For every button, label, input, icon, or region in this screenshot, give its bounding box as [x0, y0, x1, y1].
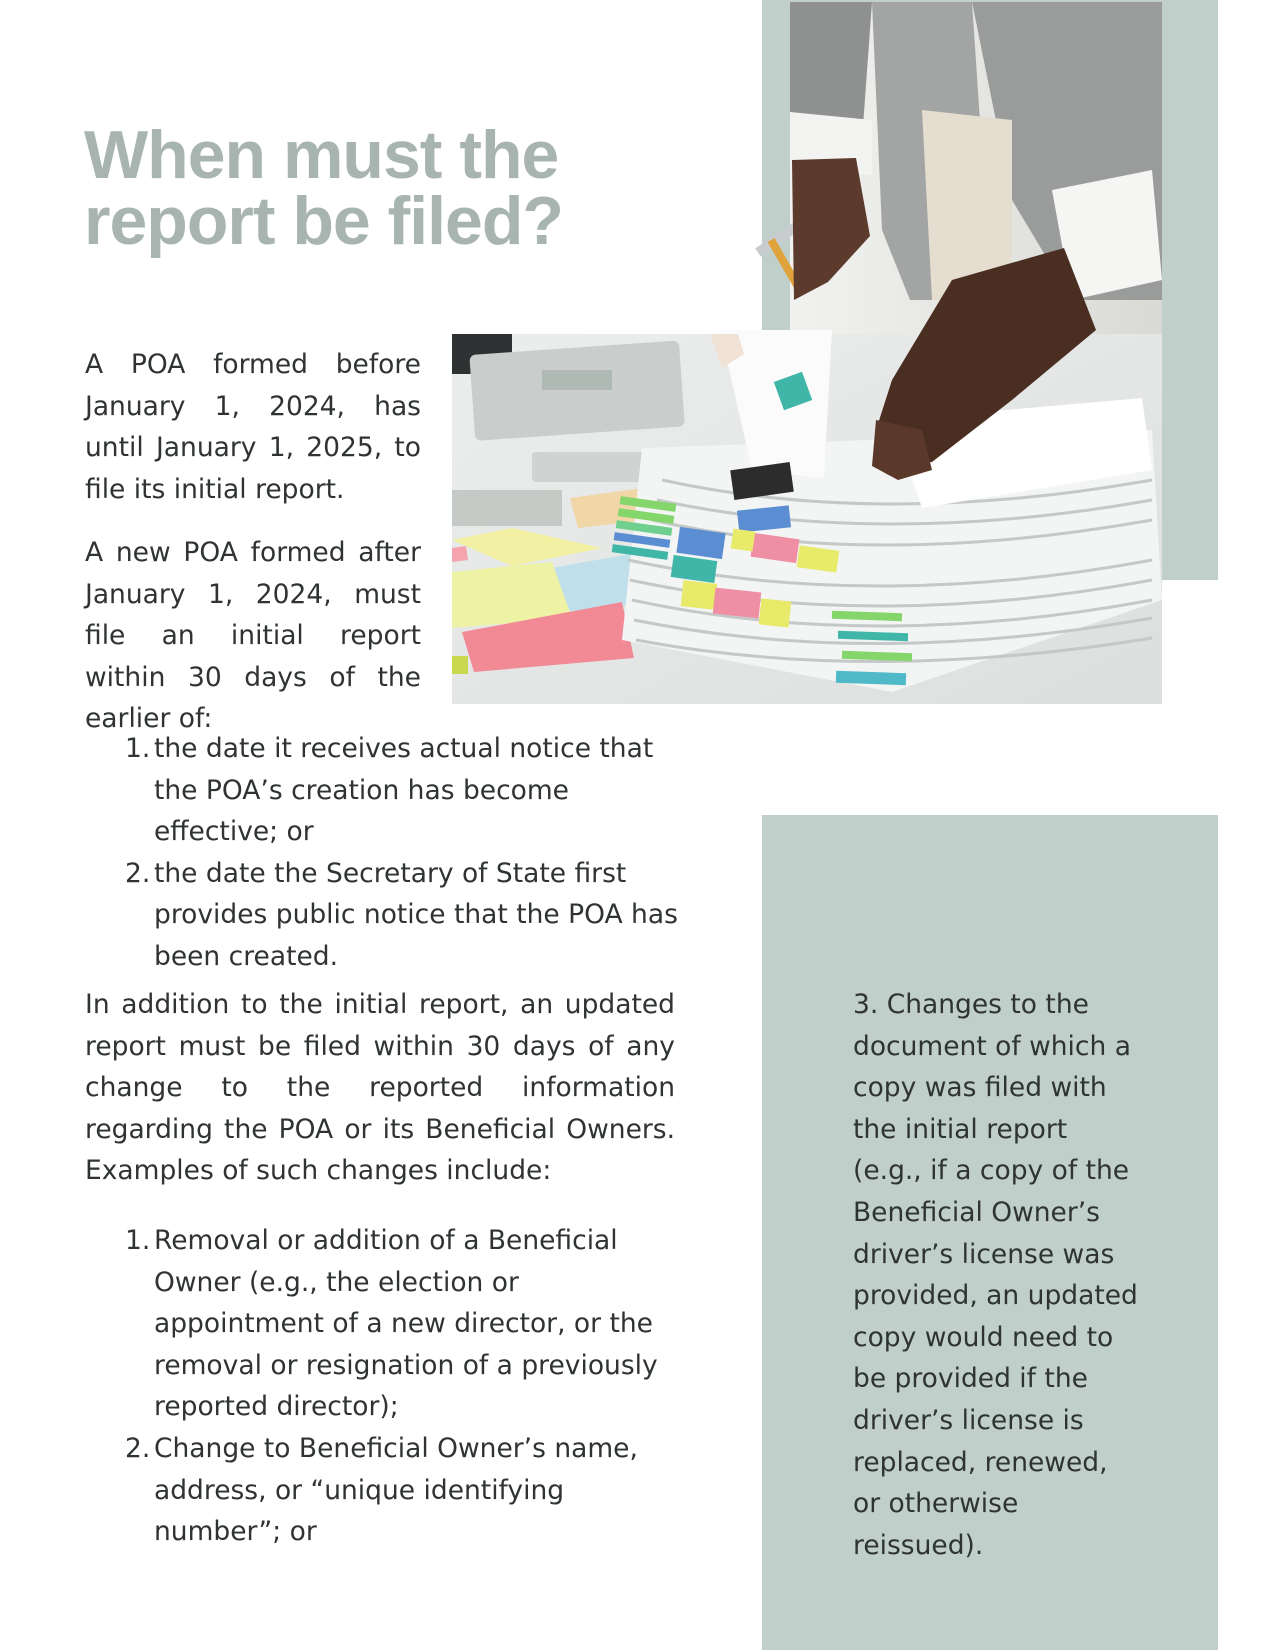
list-item	[85, 853, 685, 978]
list-number: 1.	[125, 1225, 151, 1256]
list-item	[85, 1428, 685, 1553]
list-item-text: the date it receives actual notice that the POA’s creation has become effective; or	[154, 733, 654, 848]
paragraph-updated-report: In addition to the initial report, an updated report must be filed within 30 days of any change to the reported information regarding the POA or its Beneficial Owners. Examples of such changes include:	[85, 989, 675, 1187]
paragraph-new-poa: A new POA formed after January 1, 2024, must file an initial report within 30 days of the earlier of:	[85, 537, 421, 735]
documents-photo	[452, 0, 1162, 704]
paragraph-existing-poa: A POA formed before January 1, 2024, has until January 1, 2025, to file its initial report.	[85, 349, 421, 505]
list-item-text: Removal or addition of a Beneficial Owner (e.g., the election or appointment of a new director, or the removal or resignation of a previously reported director);	[154, 1225, 658, 1423]
sidebar-change-item-3: 3. Changes to the document of which a copy was filed with the initial report (e.g., if a copy of the Beneficial Owner’s driver’s license was provided, an updated copy would need to be provided if the driver’s license is replaced, renewed, or otherwise reissued).	[853, 989, 1138, 1561]
changes-list	[85, 1220, 685, 1553]
list-item	[85, 1220, 685, 1428]
page-title: When must the report be filed?	[84, 117, 563, 259]
list-number: 2.	[125, 857, 151, 889]
initial-report-list	[85, 728, 685, 978]
list-number: 1.	[125, 733, 151, 764]
list-item-text: the date the Secretary of State first provides public notice that the POA has been created.	[154, 857, 678, 972]
list-number: 2.	[125, 1432, 151, 1464]
list-item-text: Change to Beneficial Owner’s name, address, or “unique identifying number”; or	[154, 1432, 638, 1548]
list-item	[85, 728, 685, 853]
